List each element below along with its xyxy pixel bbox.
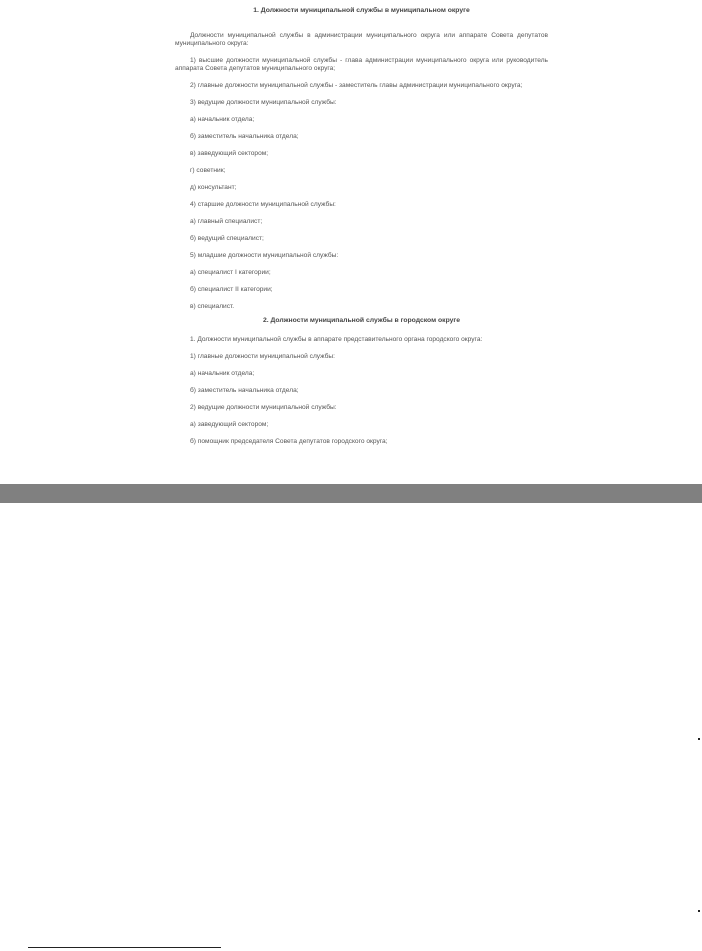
list-item: б) специалист II категории; — [190, 286, 273, 293]
blank-page — [0, 503, 702, 951]
list-item: 1) главные должности муниципальной службы: — [190, 353, 336, 360]
margin-mark — [698, 738, 700, 740]
section-1-paragraph-1: 1) высшие должности муниципальной службы - глава администрации муниципального округа или руководитель аппарата Совета депутатов муниципального округа; — [175, 57, 548, 72]
list-item: а) главный специалист; — [190, 218, 263, 225]
list-item: б) ведущий специалист; — [190, 235, 264, 242]
document-content — [175, 7, 548, 446]
footnote-separator-line — [28, 947, 221, 948]
list-item: д) консультант; — [190, 184, 237, 191]
list-item: а) начальник отдела; — [190, 370, 255, 377]
list-item: 2) ведущие должности муниципальной службы: — [190, 404, 337, 411]
section-2-heading: 2. Должности муниципальной службы в городском округе — [262, 317, 461, 324]
list-item: а) начальник отдела; — [190, 116, 255, 123]
margin-mark — [698, 910, 700, 912]
list-item: 1. Должности муниципальной службы в аппарате представительного органа городского округа: — [190, 336, 483, 343]
list-item: б) заместитель начальника отдела; — [190, 387, 299, 394]
list-item: а) специалист I категории; — [190, 269, 271, 276]
list-item: а) заведующий сектором; — [190, 421, 269, 428]
page-separator-band — [0, 484, 702, 503]
section-1-paragraph-2: 2) главные должности муниципальной службы - заместитель главы администрации муниципального округа; — [190, 82, 523, 89]
list-item: 3) ведущие должности муниципальной службы: — [190, 99, 337, 106]
section-1-heading: 1. Должности муниципальной службы в муниципальном округе — [253, 7, 470, 14]
list-item: б) заместитель начальника отдела; — [190, 133, 299, 140]
list-item: в) специалист. — [190, 303, 235, 310]
list-item: в) заведующий сектором; — [190, 150, 269, 157]
list-item: 5) младшие должности муниципальной службы: — [190, 252, 339, 259]
section-1-intro: Должности муниципальной службы в администрации муниципального округа или аппарате Совета депутатов муниципального округа: — [175, 32, 548, 47]
list-item: г) советник; — [190, 167, 226, 174]
list-item: б) помощник председателя Совета депутатов городского округа; — [190, 438, 388, 445]
list-item: 4) старшие должности муниципальной службы: — [190, 201, 336, 208]
